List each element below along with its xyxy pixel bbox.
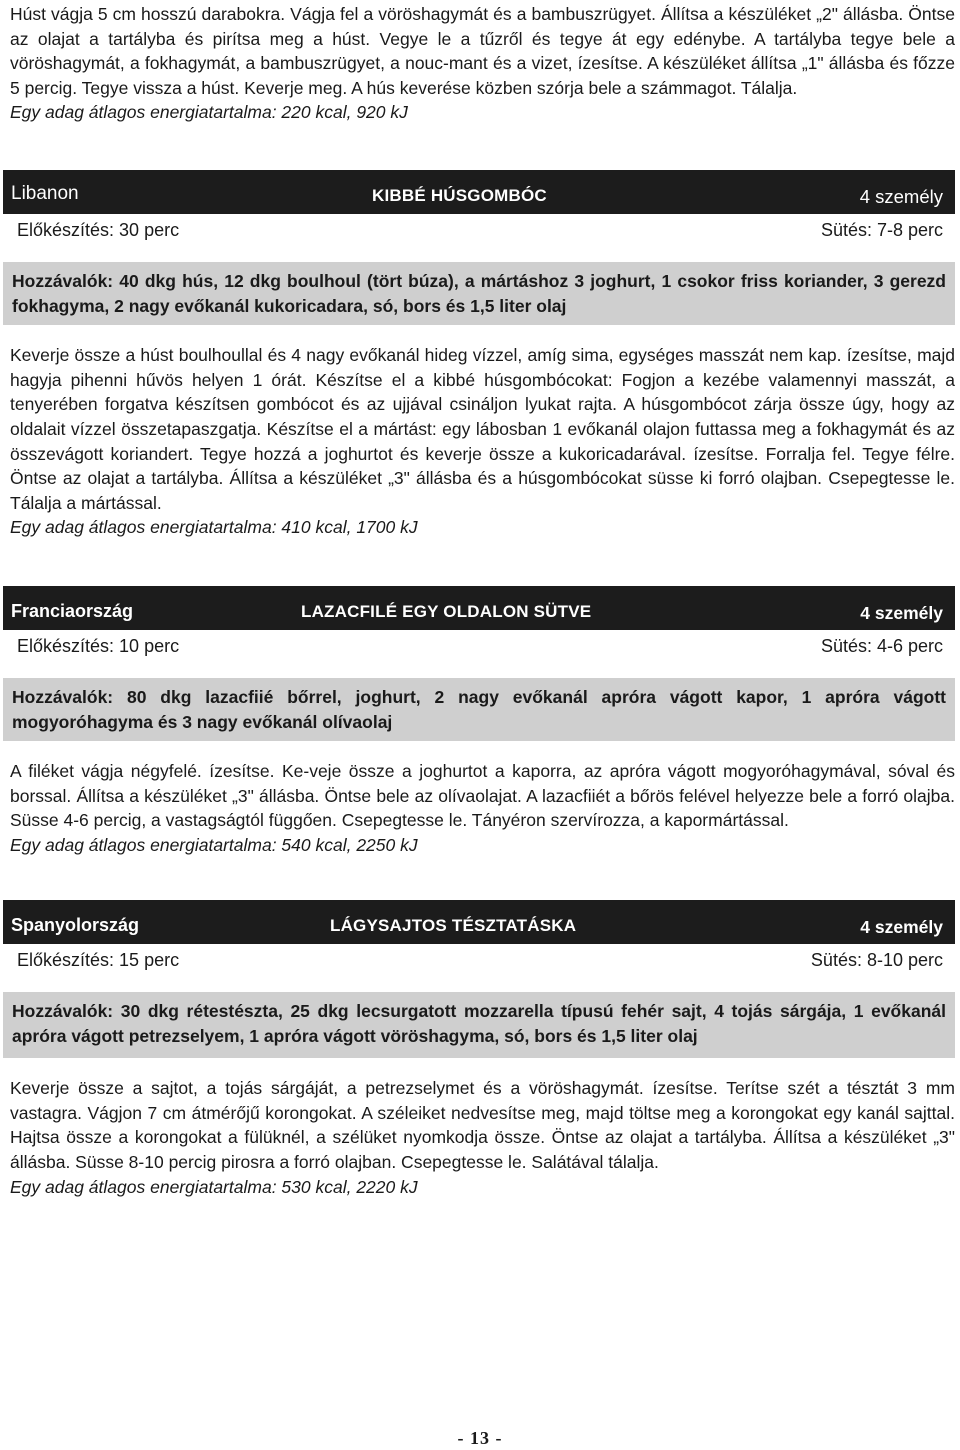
cook-time: Sütés: 8-10 perc [810, 950, 943, 970]
recipe-salmon [10, 586, 955, 858]
recipe-servings: 4 személy [859, 186, 943, 207]
recipe-times [10, 944, 955, 978]
recipe-header [3, 900, 955, 944]
previous-recipe-continuation [10, 0, 955, 125]
recipe-cheese-pastry [10, 900, 955, 1199]
recipe-country: Libanon [11, 183, 79, 204]
recipe-header [3, 170, 955, 214]
recipe-header [3, 586, 955, 630]
prep-time: Előkészítés: 30 perc [17, 220, 180, 240]
recipe-energy: Egy adag átlagos energiatartalma: 530 kcal, 2220 kJ [10, 1176, 418, 1197]
recipe-times [10, 630, 955, 664]
recipe-country: Spanyolország [11, 915, 140, 935]
prep-time: Előkészítés: 10 perc [17, 636, 180, 656]
page-number: - 13 - [457, 1428, 503, 1448]
recipe-times [10, 214, 955, 248]
recipe-method: Keverje össze a húst boulhoullal és 4 nagy evőkanál hideg vízzel, amíg sima, egységes masszát nem kap. ízesítse, majd hagyja pihenni hűvös helyen 1 órát. Készítse el a kibbé húsgombócokat: Fogjon a kezébe valamennyi masszát, a tenyerében forgatva készítsen gombócot és az ujjával csináljon lyukat rajta. A húsgombócot zárja össze úgy, hogy az oldalait vízzel összetapaszgatja. Készítse el a mártást: egy lábosban 1 evőkanál olajon futtassa meg a fokhagymát és az összevágott koriandert. Tegye hozzá a joghurtot és keverje össze a kukoricadarával. ízesítse. Forralja fel. Tegye félre. Öntse az olajat a tartályba. Állítsa a készüléket „3" állásba és a húsgombócokat süsse ki forró olajban. Csepegtesse le. Tálalja a mártással. [10, 345, 955, 513]
recipe-page [10, 0, 955, 1197]
previous-recipe-method: Húst vágja 5 cm hosszú darabokra. Vágja fel a vöröshagymát és a bambuszrügyet. Állítsa a készüléket „2" állásba. Öntse az olajat a tartályba és pirítsa meg a húst. Vegye le a tűzről és tegye át egy edénybe. A tartályba tegye bele a vöröshagymát, a fokhagymát, a bambuszrügyet, a nouc-mant és a vizet, ízesítse. A készüléket állítsa „1" állásba és főzze 5 percig. Tegye vissza a húst. Keverje meg. A hús keverése közben szórja bele a számmagot. Tálalja. [10, 4, 955, 98]
recipe-title: KIBBÉ HÚSGOMBÓC [372, 186, 547, 205]
recipe-energy: Egy adag átlagos energiatartalma: 540 kcal, 2250 kJ [10, 834, 418, 855]
recipe-kibbe [10, 170, 955, 540]
recipe-method: A filéket vágja négyfelé. ízesítse. Ke-veje össze a joghurtot a kaporra, az apróra vágott mogyoróhagymával, sóval és borssal. Állítsa a készüléket „3" állásba. Öntse bele az olívaolajat. A lazacfiiét a bőrös felével helyezze bele a forró olajba. Süsse 4-6 percig, a vastagságtól függően. Csepegtesse le. Tányéron szervírozza, a kapormártással. [10, 761, 955, 831]
cook-time: Sütés: 4-6 perc [820, 636, 943, 656]
recipe-country: Franciaország [11, 601, 134, 621]
ingredients-box: Hozzávalók: 40 dkg hús, 12 dkg boulhoul (tört búza), a mártáshoz 3 joghurt, 1 csokor friss koriander, 3 gerezd fokhagyma, 2 nagy evőkanál kukoricadara, só, bors és 1,5 liter olaj [3, 262, 955, 325]
prep-time: Előkészítés: 15 perc [17, 950, 180, 970]
recipe-servings: 4 személy [860, 603, 943, 623]
ingredients-box: Hozzávalók: 80 dkg lazacfiié bőrrel, joghurt, 2 nagy evőkanál apróra vágott kapor, 1 apróra vágott mogyoróhagyma és 3 nagy evőkanál olívaolaj [3, 678, 955, 741]
previous-recipe-energy: Egy adag átlagos energiatartalma: 220 kcal, 920 kJ [10, 102, 408, 123]
ingredients-box: Hozzávalók: 30 dkg rétestészta, 25 dkg lecsurgatott mozzarella típusú fehér sajt, 4 tojás sárgája, 1 evőkanál apróra vágott petrezselyem, 1 apróra vágott vöröshagyma, só, bors és 1,5 liter olaj [3, 992, 955, 1058]
recipe-title: LÁGYSAJTOS TÉSZTATÁSKA [330, 916, 577, 935]
recipe-title: LAZACFILÉ EGY OLDALON SÜTVE [301, 602, 592, 621]
recipe-method: Keverje össze a sajtot, a tojás sárgáját, a petrezselymet és a vöröshagymát. ízesítse. Terítse szét a tésztát 3 mm vastagra. Vágjon 7 cm átmérőjű korongokat. A széleiket nedvesítse meg, majd töltse meg a korongokat egy kanál sajttal. Hajtsa össze a korongokat a fülüknél, a szélüket nyomkodja össze. Öntse az olajat a tartályba. Állítsa a készüléket „3" állásba. Süsse 8-10 percig pirosra a forró olajban. Csepegtesse le. Salátával tálalja. [10, 1078, 955, 1172]
cook-time: Sütés: 7-8 perc [820, 220, 943, 240]
recipe-energy: Egy adag átlagos energiatartalma: 410 kcal, 1700 kJ [10, 517, 418, 538]
recipe-servings: 4 személy [860, 917, 943, 937]
